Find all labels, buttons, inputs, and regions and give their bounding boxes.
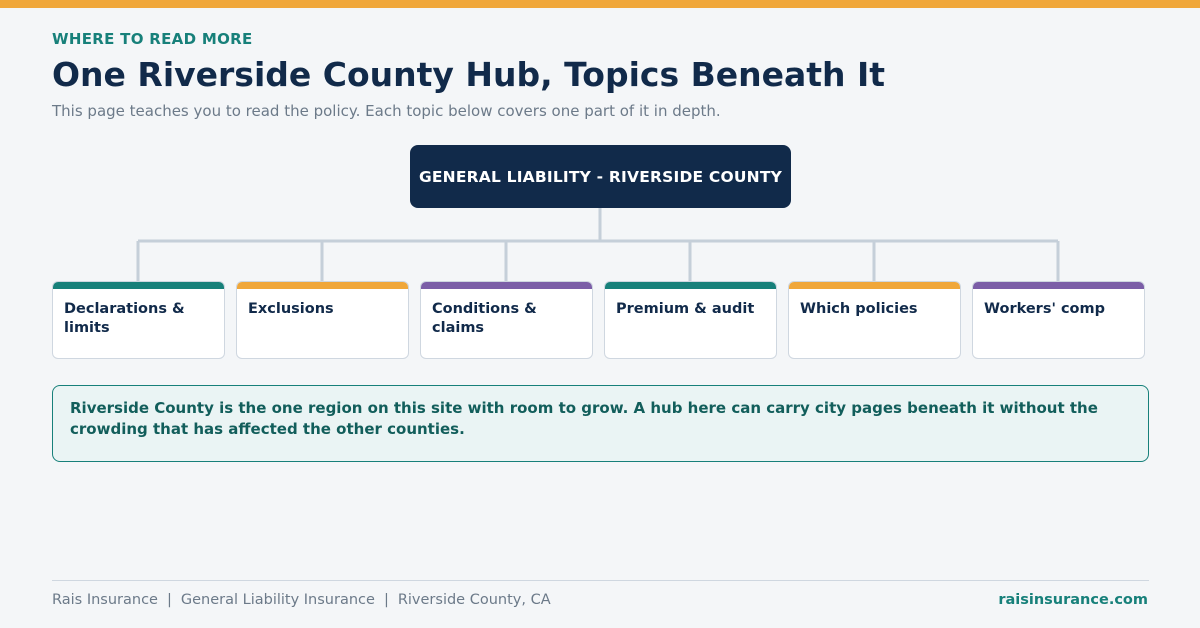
- eyebrow-label: WHERE TO READ MORE: [52, 30, 253, 48]
- topic-label: Declarations & limits: [64, 301, 185, 336]
- topic-card-which-policies[interactable]: [788, 281, 961, 359]
- callout-text: Riverside County is the one region on this site with room to grow. A hub here can carry city pages beneath it without the crowding that has affected the other counties.: [70, 399, 1098, 438]
- topic-card-premium[interactable]: [604, 281, 777, 359]
- footer-separator: |: [166, 592, 172, 608]
- footer-divider: [52, 580, 1149, 581]
- topic-color-stripe: [973, 282, 1144, 289]
- footer-region: Riverside County, CA: [397, 592, 551, 608]
- topic-card-workers-comp[interactable]: [972, 281, 1145, 359]
- topic-label: Workers' comp: [984, 301, 1105, 317]
- topic-color-stripe: [605, 282, 776, 289]
- topic-color-stripe: [237, 282, 408, 289]
- topic-card-declarations[interactable]: [52, 281, 225, 359]
- footer-site-link[interactable]: raisinsurance.com: [998, 592, 1148, 608]
- growth-callout: [52, 385, 1149, 462]
- topic-color-stripe: [421, 282, 592, 289]
- footer-brand: Rais Insurance: [52, 592, 158, 608]
- page-title: One Riverside County Hub, Topics Beneath It: [52, 55, 886, 94]
- footer-separator: |: [383, 592, 389, 608]
- topic-label: Premium & audit: [616, 301, 755, 317]
- topic-label: Exclusions: [248, 301, 334, 317]
- topic-color-stripe: [53, 282, 224, 289]
- hub-label: GENERAL LIABILITY - RIVERSIDE COUNTY: [418, 167, 783, 186]
- footer-breadcrumb: [52, 592, 551, 608]
- topic-card-exclusions[interactable]: [236, 281, 409, 359]
- topic-color-stripe: [789, 282, 960, 289]
- top-accent-bar: [0, 0, 1200, 8]
- page-subtitle: This page teaches you to read the policy. Each topic below covers one part of it in depth.: [52, 102, 721, 120]
- topic-card-conditions[interactable]: [420, 281, 593, 359]
- topic-label: Conditions & claims: [432, 301, 537, 336]
- topic-label: Which policies: [800, 301, 918, 317]
- footer-product: General Liability Insurance: [180, 592, 375, 608]
- hub-node[interactable]: [410, 145, 791, 208]
